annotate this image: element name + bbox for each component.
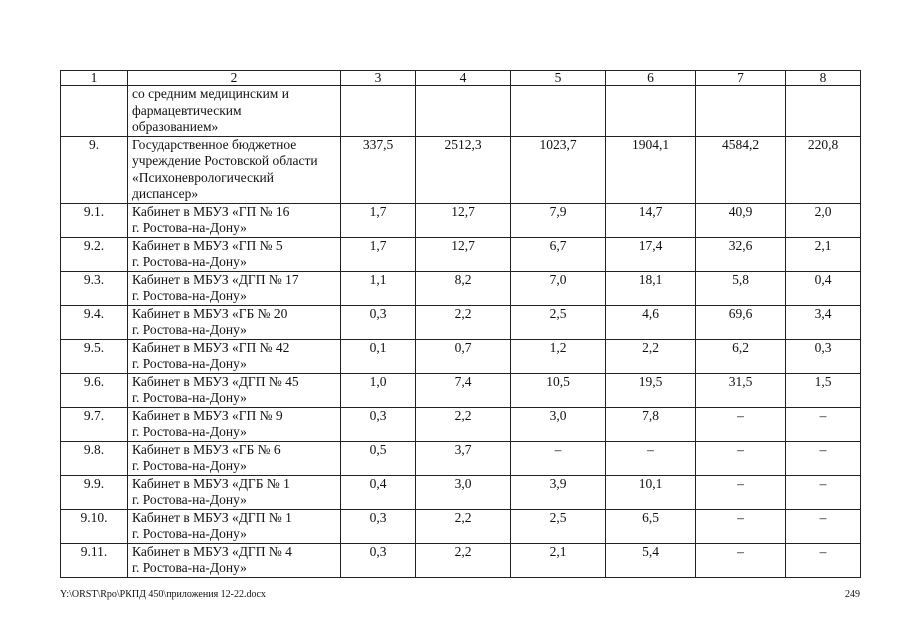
name-line: г. Ростова-на-Дону» bbox=[132, 560, 247, 575]
value-cell bbox=[606, 86, 696, 137]
row-number-cell: 9.9. bbox=[61, 475, 128, 509]
name-line: Кабинет в МБУЗ «ГБ № 6 bbox=[132, 441, 281, 457]
name-line: фармацевтическим bbox=[132, 102, 242, 118]
value-cell bbox=[786, 86, 861, 137]
name-line: Кабинет в МБУЗ «ДГП № 4 bbox=[132, 543, 292, 559]
table-body bbox=[61, 71, 861, 578]
value-cell: 12,7 bbox=[416, 237, 511, 271]
header-row bbox=[61, 71, 861, 86]
value-cell: 0,7 bbox=[416, 339, 511, 373]
value-cell: 10,1 bbox=[606, 475, 696, 509]
row-number-cell: 9.8. bbox=[61, 441, 128, 475]
name-cell bbox=[128, 136, 341, 203]
value-cell: 31,5 bbox=[696, 373, 786, 407]
value-cell bbox=[416, 86, 511, 137]
name-cell bbox=[128, 339, 341, 373]
row-number-cell bbox=[61, 86, 128, 137]
name-line: Кабинет в МБУЗ «ДГП № 45 bbox=[132, 373, 299, 389]
row-number-cell: 9.6. bbox=[61, 373, 128, 407]
value-cell: 4584,2 bbox=[696, 136, 786, 203]
value-cell: 2,2 bbox=[416, 407, 511, 441]
name-cell bbox=[128, 407, 341, 441]
name-line: г. Ростова-на-Дону» bbox=[132, 526, 247, 541]
value-cell: 6,5 bbox=[606, 509, 696, 543]
value-cell: 32,6 bbox=[696, 237, 786, 271]
value-cell: 3,0 bbox=[511, 407, 606, 441]
value-cell: 2,1 bbox=[786, 237, 861, 271]
row-number-cell: 9. bbox=[61, 136, 128, 203]
value-cell: 2,0 bbox=[786, 203, 861, 237]
value-cell: 18,1 bbox=[606, 271, 696, 305]
value-cell: 1904,1 bbox=[606, 136, 696, 203]
value-cell: – bbox=[511, 441, 606, 475]
value-cell: 1023,7 bbox=[511, 136, 606, 203]
name-line: г. Ростова-на-Дону» bbox=[132, 288, 247, 303]
value-cell: 3,4 bbox=[786, 305, 861, 339]
name-line: г. Ростова-на-Дону» bbox=[132, 254, 247, 269]
value-cell: 0,1 bbox=[341, 339, 416, 373]
name-line: Кабинет в МБУЗ «ДГП № 1 bbox=[132, 509, 292, 525]
value-cell: 1,7 bbox=[341, 203, 416, 237]
value-cell: – bbox=[786, 509, 861, 543]
table-row bbox=[61, 271, 861, 305]
value-cell: 8,2 bbox=[416, 271, 511, 305]
value-cell: 5,8 bbox=[696, 271, 786, 305]
value-cell: 7,4 bbox=[416, 373, 511, 407]
table-row bbox=[61, 407, 861, 441]
value-cell: 0,3 bbox=[341, 509, 416, 543]
value-cell: 14,7 bbox=[606, 203, 696, 237]
name-line: Кабинет в МБУЗ «ГБ № 20 bbox=[132, 305, 288, 321]
row-number-cell: 9.10. bbox=[61, 509, 128, 543]
name-line: г. Ростова-на-Дону» bbox=[132, 458, 247, 473]
header-cell: 4 bbox=[416, 71, 511, 86]
name-line: г. Ростова-на-Дону» bbox=[132, 492, 247, 507]
header-cell: 8 bbox=[786, 71, 861, 86]
value-cell: 0,5 bbox=[341, 441, 416, 475]
name-line: Кабинет в МБУЗ «ГП № 5 bbox=[132, 237, 283, 253]
name-line: Кабинет в МБУЗ «ДГП № 17 bbox=[132, 271, 299, 287]
value-cell: 2,2 bbox=[416, 305, 511, 339]
value-cell: 1,0 bbox=[341, 373, 416, 407]
name-line: Кабинет в МБУЗ «ГП № 16 bbox=[132, 203, 290, 219]
value-cell: 1,5 bbox=[786, 373, 861, 407]
row-number-cell: 9.2. bbox=[61, 237, 128, 271]
name-line: г. Ростова-на-Дону» bbox=[132, 424, 247, 439]
table-row bbox=[61, 237, 861, 271]
table-row bbox=[61, 339, 861, 373]
name-cell bbox=[128, 203, 341, 237]
table-row bbox=[61, 441, 861, 475]
name-cell bbox=[128, 475, 341, 509]
value-cell: 0,3 bbox=[341, 305, 416, 339]
table-row bbox=[61, 373, 861, 407]
value-cell: – bbox=[696, 475, 786, 509]
header-cell: 1 bbox=[61, 71, 128, 86]
value-cell: 69,6 bbox=[696, 305, 786, 339]
value-cell: 4,6 bbox=[606, 305, 696, 339]
value-cell: 220,8 bbox=[786, 136, 861, 203]
header-cell: 5 bbox=[511, 71, 606, 86]
value-cell: 1,2 bbox=[511, 339, 606, 373]
value-cell: 0,3 bbox=[786, 339, 861, 373]
value-cell: – bbox=[786, 543, 861, 577]
row-number-cell: 9.7. bbox=[61, 407, 128, 441]
value-cell: – bbox=[696, 407, 786, 441]
value-cell: 12,7 bbox=[416, 203, 511, 237]
value-cell: 7,8 bbox=[606, 407, 696, 441]
value-cell: – bbox=[786, 441, 861, 475]
value-cell: 10,5 bbox=[511, 373, 606, 407]
value-cell: 3,9 bbox=[511, 475, 606, 509]
value-cell: 2,1 bbox=[511, 543, 606, 577]
name-cell bbox=[128, 373, 341, 407]
name-cell bbox=[128, 271, 341, 305]
value-cell: 3,7 bbox=[416, 441, 511, 475]
value-cell: 2,5 bbox=[511, 305, 606, 339]
header-cell: 6 bbox=[606, 71, 696, 86]
value-cell: 7,9 bbox=[511, 203, 606, 237]
value-cell: – bbox=[696, 543, 786, 577]
row-number-cell: 9.5. bbox=[61, 339, 128, 373]
table-row bbox=[61, 543, 861, 577]
name-cell bbox=[128, 509, 341, 543]
value-cell: 2,5 bbox=[511, 509, 606, 543]
name-line: г. Ростова-на-Дону» bbox=[132, 390, 247, 405]
header-cell: 7 bbox=[696, 71, 786, 86]
table-row bbox=[61, 305, 861, 339]
value-cell bbox=[341, 86, 416, 137]
value-cell: – bbox=[786, 407, 861, 441]
value-cell: 40,9 bbox=[696, 203, 786, 237]
value-cell: 2,2 bbox=[416, 543, 511, 577]
value-cell: 2,2 bbox=[606, 339, 696, 373]
name-line: со средним медицинским и bbox=[132, 86, 289, 101]
value-cell bbox=[511, 86, 606, 137]
name-line: образованием» bbox=[132, 119, 219, 134]
value-cell: – bbox=[696, 441, 786, 475]
value-cell: 2,2 bbox=[416, 509, 511, 543]
row-number-cell: 9.1. bbox=[61, 203, 128, 237]
data-table bbox=[60, 70, 861, 578]
value-cell: 0,3 bbox=[341, 407, 416, 441]
name-line: Кабинет в МБУЗ «ДГБ № 1 bbox=[132, 475, 290, 491]
value-cell: 0,3 bbox=[341, 543, 416, 577]
name-line: г. Ростова-на-Дону» bbox=[132, 356, 247, 371]
value-cell: 7,0 bbox=[511, 271, 606, 305]
row-number-cell: 9.4. bbox=[61, 305, 128, 339]
header-cell: 3 bbox=[341, 71, 416, 86]
value-cell: 19,5 bbox=[606, 373, 696, 407]
value-cell: 0,4 bbox=[786, 271, 861, 305]
table-row bbox=[61, 136, 861, 203]
value-cell: 5,4 bbox=[606, 543, 696, 577]
footer-page-number: 249 bbox=[845, 589, 860, 600]
name-line: Государственное бюджетное bbox=[132, 136, 297, 152]
value-cell: – bbox=[786, 475, 861, 509]
name-line: учреждение Ростовской области bbox=[132, 153, 318, 168]
name-line: «Психоневрологический bbox=[132, 169, 274, 185]
name-cell bbox=[128, 543, 341, 577]
header-cell: 2 bbox=[128, 71, 341, 86]
value-cell: 1,7 bbox=[341, 237, 416, 271]
value-cell: 3,0 bbox=[416, 475, 511, 509]
value-cell: 6,2 bbox=[696, 339, 786, 373]
name-cell bbox=[128, 305, 341, 339]
value-cell bbox=[696, 86, 786, 137]
value-cell: – bbox=[606, 441, 696, 475]
value-cell: 0,4 bbox=[341, 475, 416, 509]
value-cell: 2512,3 bbox=[416, 136, 511, 203]
table-row bbox=[61, 86, 861, 137]
row-number-cell: 9.11. bbox=[61, 543, 128, 577]
value-cell: 1,1 bbox=[341, 271, 416, 305]
value-cell: 337,5 bbox=[341, 136, 416, 203]
name-cell bbox=[128, 86, 341, 137]
table-row bbox=[61, 475, 861, 509]
name-line: г. Ростова-на-Дону» bbox=[132, 220, 247, 235]
footer-file-path: Y:\ORST\Rpo\РКПД 450\приложения 12-22.docx bbox=[60, 589, 266, 600]
row-number-cell: 9.3. bbox=[61, 271, 128, 305]
name-line: Кабинет в МБУЗ «ГП № 42 bbox=[132, 339, 290, 355]
value-cell: 6,7 bbox=[511, 237, 606, 271]
name-line: г. Ростова-на-Дону» bbox=[132, 322, 247, 337]
value-cell: – bbox=[696, 509, 786, 543]
name-cell bbox=[128, 237, 341, 271]
name-cell bbox=[128, 441, 341, 475]
table-row bbox=[61, 203, 861, 237]
name-line: диспансер» bbox=[132, 186, 199, 201]
table-row bbox=[61, 509, 861, 543]
name-line: Кабинет в МБУЗ «ГП № 9 bbox=[132, 407, 283, 423]
value-cell: 17,4 bbox=[606, 237, 696, 271]
